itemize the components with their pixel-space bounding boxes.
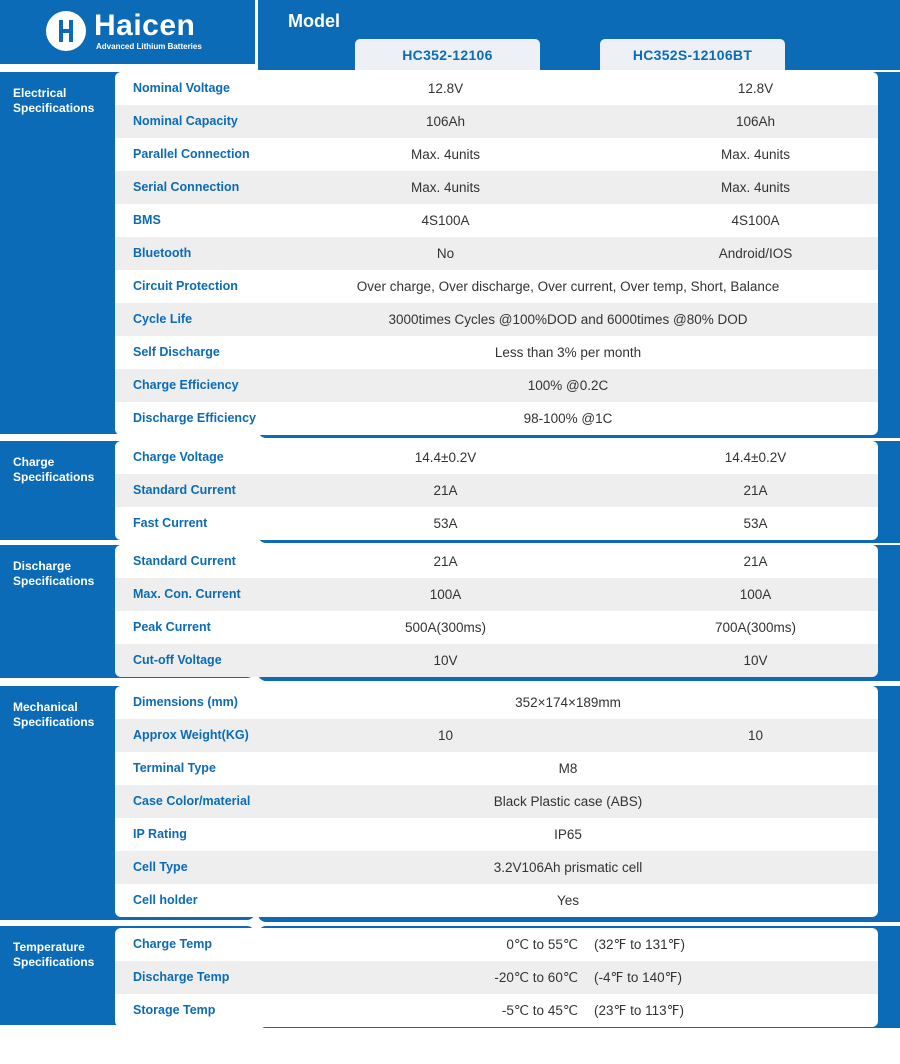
- model-tab-2: HC352S-12106BT: [600, 39, 785, 70]
- spec-value-model-2: 100A: [739, 587, 772, 602]
- spec-value-model-1: 12.8V: [427, 81, 464, 96]
- spec-row: [258, 994, 878, 1027]
- spec-value-shared: M8: [558, 761, 578, 776]
- spec-value-model-1: 10: [437, 728, 454, 743]
- spec-value-model-1: 100A: [429, 587, 462, 602]
- spec-label: Charge Voltage: [115, 441, 258, 474]
- spec-row: [258, 105, 878, 138]
- spec-label: Standard Current: [115, 545, 258, 578]
- spec-label: Dimensions (mm): [115, 686, 258, 719]
- spec-label: Fast Current: [115, 507, 258, 540]
- temp-celsius: -5℃ to 45℃: [501, 1003, 578, 1018]
- spec-row: [258, 402, 878, 435]
- spec-label: Approx Weight(KG): [115, 719, 258, 752]
- spec-value-model-2: 14.4±0.2V: [724, 450, 787, 465]
- spec-value-shared: 100% @0.2C: [527, 378, 609, 393]
- spec-value-model-1: 21A: [433, 483, 458, 498]
- spec-label: Cell holder: [115, 884, 258, 917]
- spec-value-shared: 352×174×189mm: [515, 695, 621, 710]
- spec-value-shared: 98-100% @1C: [523, 411, 613, 426]
- spec-label: IP Rating: [115, 818, 258, 851]
- spec-row: [258, 441, 878, 474]
- spec-label: Standard Current: [115, 474, 258, 507]
- spec-value-model-1: Max. 4units: [410, 147, 481, 162]
- spec-value-shared: 3.2V106Ah prismatic cell: [493, 860, 643, 875]
- spec-row: [258, 171, 878, 204]
- spec-label: Nominal Voltage: [115, 72, 258, 105]
- spec-row: [258, 644, 878, 677]
- spec-value-model-2: 21A: [743, 483, 768, 498]
- spec-row: [258, 72, 878, 105]
- spec-label: Serial Connection: [115, 171, 258, 204]
- spec-value-model-1: 10V: [433, 653, 458, 668]
- spec-label: Bluetooth: [115, 237, 258, 270]
- spec-row: [258, 851, 878, 884]
- spec-label: Self Discharge: [115, 336, 258, 369]
- spec-row: [258, 818, 878, 851]
- spec-value-shared: Over charge, Over discharge, Over current, Over temp, Short, Balance: [356, 279, 780, 294]
- spec-value-model-1: No: [436, 246, 455, 261]
- model-label: Model: [288, 11, 340, 31]
- spec-value-model-2: 700A(300ms): [714, 620, 797, 635]
- spec-row: [258, 961, 878, 994]
- section-title: Temperature Specifications: [13, 940, 95, 969]
- spec-label: Charge Efficiency: [115, 369, 258, 402]
- spec-row: [258, 611, 878, 644]
- spec-value-model-1: 14.4±0.2V: [414, 450, 477, 465]
- spec-value-model-2: 12.8V: [737, 81, 774, 96]
- section-title: Discharge Specifications: [13, 559, 95, 588]
- spec-value-model-2: Android/IOS: [718, 246, 793, 261]
- spec-row: [258, 719, 878, 752]
- spec-row: [258, 578, 878, 611]
- temp-celsius: 0℃ to 55℃: [506, 937, 578, 952]
- spec-label: Storage Temp: [115, 994, 258, 1027]
- spec-value-shared: Black Plastic case (ABS): [493, 794, 643, 809]
- temp-celsius: -20℃ to 60℃: [494, 970, 578, 985]
- spec-value-shared: IP65: [554, 827, 582, 842]
- haicen-logo-icon: [46, 11, 86, 51]
- spec-row: [258, 785, 878, 818]
- spec-row: [258, 752, 878, 785]
- spec-value-shared: 3000times Cycles @100%DOD and 6000times @80% DOD: [388, 312, 748, 327]
- spec-label: Charge Temp: [115, 928, 258, 961]
- spec-value-model-2: Max. 4units: [720, 147, 791, 162]
- spec-label: Circuit Protection: [115, 270, 258, 303]
- spec-value-model-1: Max. 4units: [410, 180, 481, 195]
- spec-row: [258, 884, 878, 917]
- spec-value-model-2: 53A: [743, 516, 768, 531]
- spec-value-model-2: 106Ah: [735, 114, 776, 129]
- spec-row: [258, 237, 878, 270]
- temp-fahrenheit: (23℉ to 113℉): [594, 1003, 684, 1018]
- spec-value-model-2: 10V: [743, 653, 768, 668]
- spec-row: [258, 303, 878, 336]
- spec-value-shared: Less than 3% per month: [494, 345, 642, 360]
- spec-row: [258, 336, 878, 369]
- brand-tagline: Advanced Lithium Batteries: [96, 42, 202, 51]
- spec-row: [258, 138, 878, 171]
- section-title: Mechanical Specifications: [13, 700, 95, 729]
- spec-label: Nominal Capacity: [115, 105, 258, 138]
- spec-label: Terminal Type: [115, 752, 258, 785]
- spec-label: BMS: [115, 204, 258, 237]
- spec-label: Discharge Temp: [115, 961, 258, 994]
- spec-label: Case Color/material: [115, 785, 258, 818]
- spec-label: Discharge Efficiency: [115, 402, 258, 435]
- spec-value-model-1: 4S100A: [421, 213, 470, 228]
- spec-row: [258, 474, 878, 507]
- spec-value-model-2: 21A: [743, 554, 768, 569]
- spec-row: [258, 686, 878, 719]
- spec-label: Max. Con. Current: [115, 578, 258, 611]
- brand-name: Haicen: [94, 9, 196, 42]
- spec-row: [258, 545, 878, 578]
- spec-value-model-1: 21A: [433, 554, 458, 569]
- spec-row: [258, 369, 878, 402]
- section-title: Electrical Specifications: [13, 86, 95, 115]
- spec-label: Cycle Life: [115, 303, 258, 336]
- spec-row: [258, 270, 878, 303]
- spec-value-model-1: 106Ah: [425, 114, 466, 129]
- temp-fahrenheit: (-4℉ to 140℉): [594, 970, 682, 985]
- spec-value-model-2: 4S100A: [731, 213, 780, 228]
- spec-label: Peak Current: [115, 611, 258, 644]
- section-title: Charge Specifications: [13, 455, 95, 484]
- spec-label: Cut-off Voltage: [115, 644, 258, 677]
- temp-fahrenheit: (32℉ to 131℉): [594, 937, 685, 952]
- spec-value-model-2: Max. 4units: [720, 180, 791, 195]
- model-tab-1: HC352-12106: [355, 39, 540, 70]
- spec-row: [258, 204, 878, 237]
- spec-value-model-1: 500A(300ms): [404, 620, 487, 635]
- spec-row: [258, 928, 878, 961]
- spec-value-model-1: 53A: [433, 516, 458, 531]
- spec-value-model-2: 10: [747, 728, 764, 743]
- spec-value-shared: Yes: [556, 893, 580, 908]
- spec-row: [258, 507, 878, 540]
- spec-label: Cell Type: [115, 851, 258, 884]
- spec-label: Parallel Connection: [115, 138, 258, 171]
